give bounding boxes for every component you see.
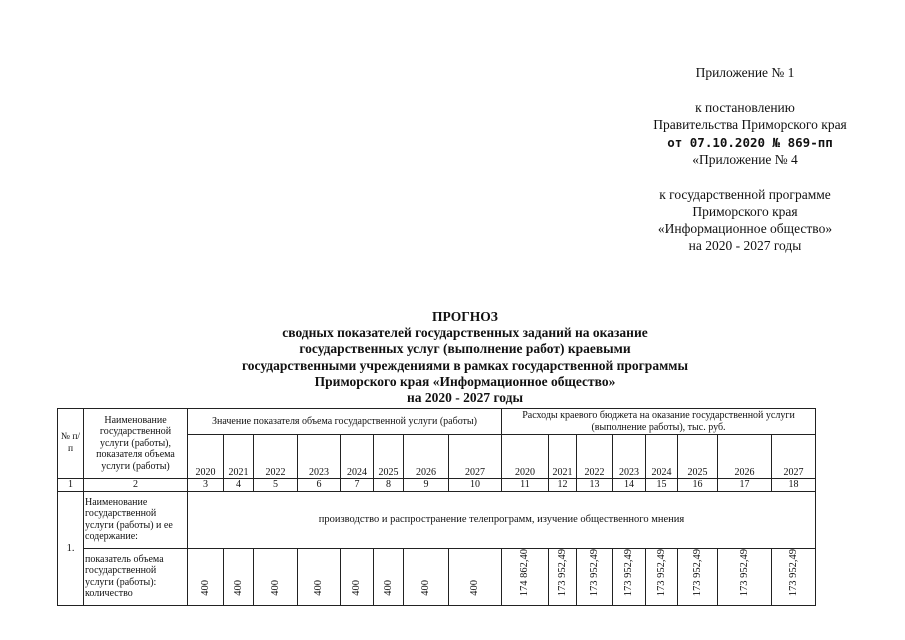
- col-number-8: 8: [374, 479, 404, 492]
- annex-government: Правительства Приморского края: [653, 117, 847, 132]
- col-number-17: 17: [718, 479, 772, 492]
- year-2026-expense: 2026: [718, 435, 772, 479]
- title-line-1: ПРОГНОЗ: [432, 309, 498, 324]
- title-line-5: Приморского края «Информационное общество»: [314, 373, 616, 389]
- year-2020-expense: 2020: [502, 435, 549, 479]
- col-number-6: 6: [298, 479, 341, 492]
- document-title: [140, 309, 790, 406]
- indicator-2020: 400: [199, 580, 211, 596]
- header-expense-group: Расходы краевого бюджета на оказание государственной услуги (выполнение работы), тыс. руб.: [502, 409, 816, 435]
- year-2027-indicator: 2027: [449, 435, 502, 479]
- indicator-2026: 400: [420, 580, 432, 596]
- annex-program-name: «Информационное общество»: [657, 221, 833, 236]
- year-2027-expense: 2027: [772, 435, 816, 479]
- expense-2024-cell: [646, 548, 678, 606]
- col-number-10: 10: [449, 479, 502, 492]
- title-line-6: на 2020 - 2027 годы: [406, 390, 524, 406]
- expense-2020-cell: [502, 548, 549, 606]
- col-number-14: 14: [613, 479, 646, 492]
- col-number-15: 15: [646, 479, 678, 492]
- col-number-7: 7: [341, 479, 374, 492]
- col-number-5: 5: [254, 479, 298, 492]
- year-2022-indicator: 2022: [254, 435, 298, 479]
- title-line-4: государственными учреждениями в рамках государственной программы: [241, 357, 688, 373]
- col-number-3: 3: [188, 479, 224, 492]
- col-number-9: 9: [404, 479, 449, 492]
- year-2023-indicator: 2023: [298, 435, 341, 479]
- title-line-2: сводных показателей государственных заданий на оказание: [282, 325, 648, 341]
- indicator-2024: 400: [351, 580, 363, 596]
- expense-2022-cell: [577, 548, 613, 606]
- indicator-2025: 400: [382, 580, 394, 596]
- annex-to-program: к государственной программе: [659, 187, 831, 202]
- expense-2023-cell: [613, 548, 646, 606]
- annex-region: Приморского края: [692, 204, 798, 219]
- col-number-16: 16: [678, 479, 718, 492]
- annex-to-resolution: к постановлению: [695, 100, 795, 115]
- expense-2025: 173 952,49: [691, 548, 703, 596]
- service-name-value: производство и распространение телепрограмм, изучение общественного мнения: [188, 491, 816, 548]
- col-number-1: 1: [58, 479, 84, 492]
- expense-2023: 173 952,49: [623, 548, 635, 596]
- col-number-13: 13: [577, 479, 613, 492]
- expense-2026: 173 952,49: [738, 548, 750, 596]
- year-2020-indicator: 2020: [188, 435, 224, 479]
- expense-2027-cell: [772, 548, 816, 606]
- title-line-3: государственных услуг (выполнение работ) краевыми: [299, 341, 631, 357]
- annex-number: Приложение № 1: [695, 65, 795, 80]
- expense-2021: 173 952,49: [556, 548, 568, 596]
- year-2025-expense: 2025: [678, 435, 718, 479]
- annex-appendix-4: «Приложение № 4: [692, 152, 798, 167]
- indicator-2024-cell: [341, 548, 374, 606]
- col-number-11: 11: [502, 479, 549, 492]
- expense-2022: 173 952,49: [588, 548, 600, 596]
- indicator-2023-cell: [298, 548, 341, 606]
- indicator-2021-cell: [224, 548, 254, 606]
- expense-2020: 174 862,40: [519, 548, 531, 596]
- year-2026-indicator: 2026: [404, 435, 449, 479]
- col-number-4: 4: [224, 479, 254, 492]
- year-2022-expense: 2022: [577, 435, 613, 479]
- year-2025-indicator: 2025: [374, 435, 404, 479]
- col-number-18: 18: [772, 479, 816, 492]
- header-indicator-group: Значение показателя объема государственной услуги (работы): [188, 409, 502, 435]
- indicator-2022: 400: [269, 580, 281, 596]
- expense-2024: 173 952,49: [655, 548, 667, 596]
- service-name-label: Наименование государственной услуги (работы) и ее содержание:: [84, 491, 188, 548]
- indicator-2023: 400: [313, 580, 325, 596]
- header-number: № п/ п: [58, 409, 84, 479]
- expense-2027: 173 952,49: [787, 548, 799, 596]
- annex-years: на 2020 - 2027 годы: [688, 238, 802, 253]
- year-2023-expense: 2023: [613, 435, 646, 479]
- row-number: 1.: [58, 491, 84, 606]
- expense-2021-cell: [549, 548, 577, 606]
- indicator-2027-cell: [449, 548, 502, 606]
- year-2024-indicator: 2024: [341, 435, 374, 479]
- indicator-2026-cell: [404, 548, 449, 606]
- header-service-name: Наименование государственной услуги (работы), показателя объема услуги (работы): [84, 409, 188, 479]
- indicator-2022-cell: [254, 548, 298, 606]
- expense-2025-cell: [678, 548, 718, 606]
- year-2021-indicator: 2021: [224, 435, 254, 479]
- indicator-2021: 400: [232, 580, 244, 596]
- year-2021-expense: 2021: [549, 435, 577, 479]
- indicator-2020-cell: [188, 548, 224, 606]
- col-number-2: 2: [84, 479, 188, 492]
- forecast-table: [57, 408, 816, 606]
- volume-indicator-label: показатель объема государственной услуги (работы): количество: [84, 548, 188, 606]
- resolution-date-number: от 07.10.2020 № 869-пп: [667, 135, 833, 150]
- year-2024-expense: 2024: [646, 435, 678, 479]
- col-number-12: 12: [549, 479, 577, 492]
- indicator-2025-cell: [374, 548, 404, 606]
- expense-2026-cell: [718, 548, 772, 606]
- indicator-2027: 400: [469, 580, 481, 596]
